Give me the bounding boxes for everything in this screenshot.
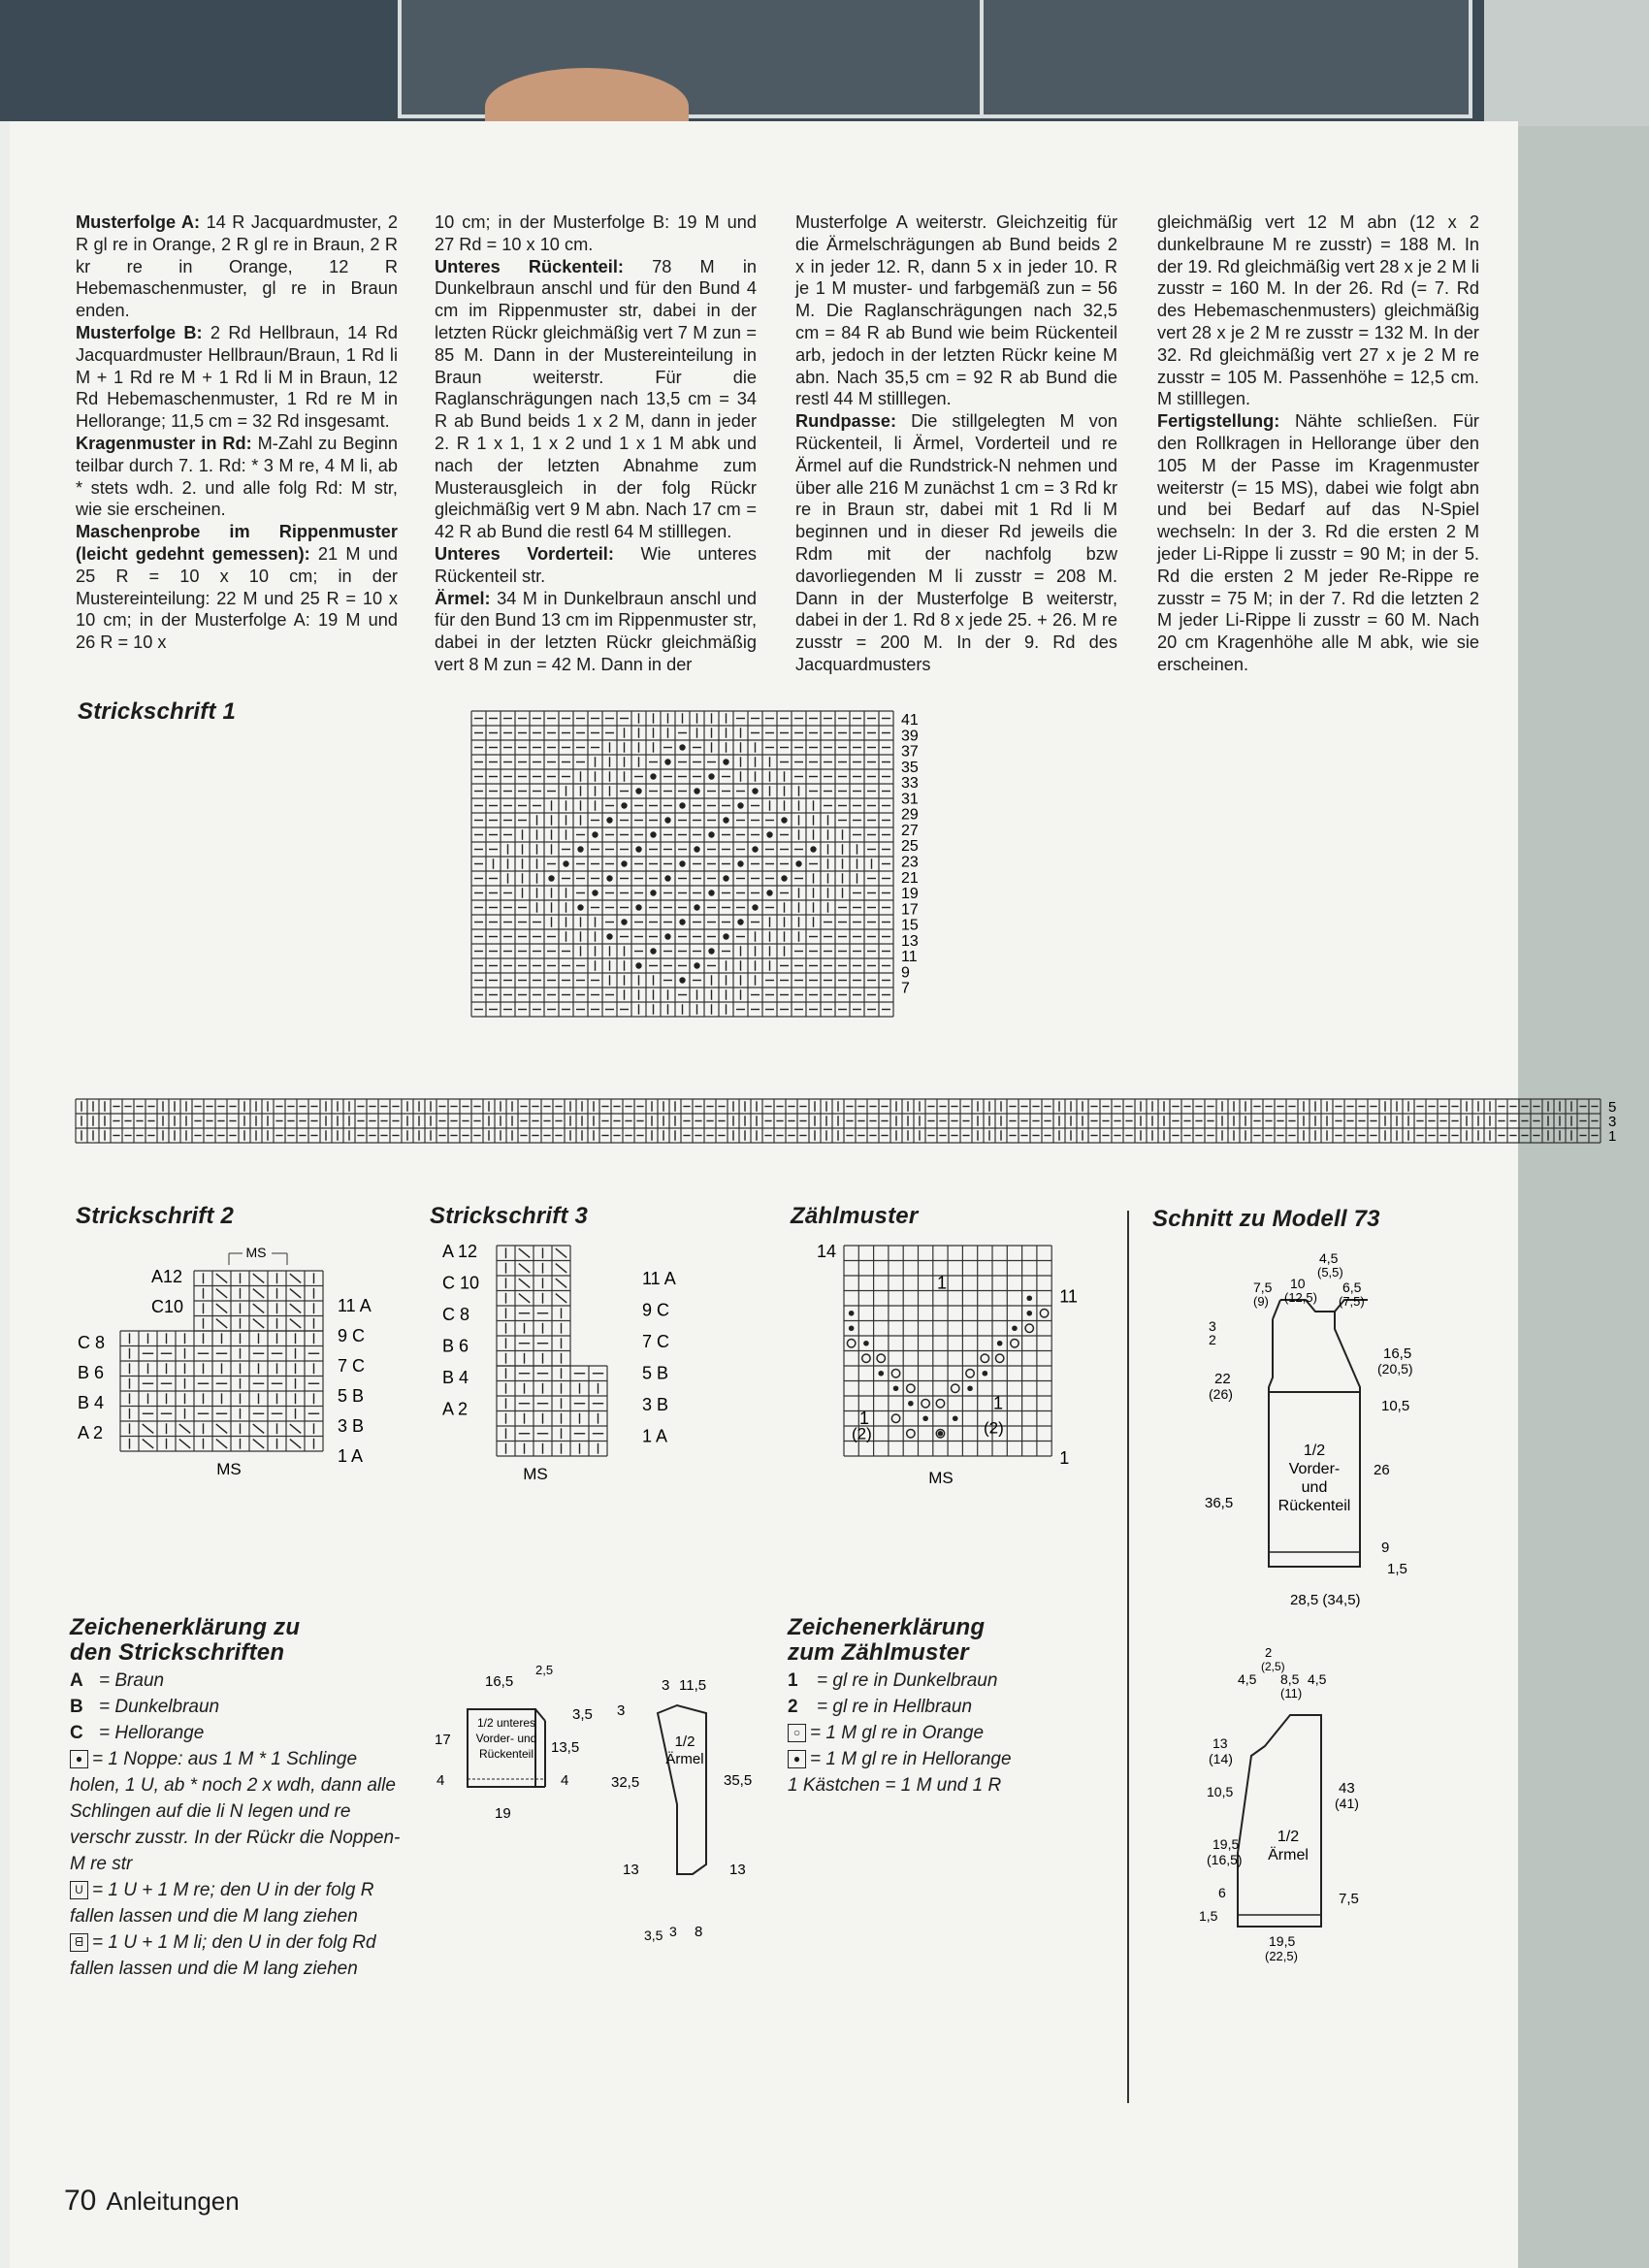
schema-sleeve-main-dim: (22,5) <box>1265 1949 1298 1963</box>
s3-row-label: 3 B <box>642 1395 669 1414</box>
zm-color-label: (2) <box>852 1424 872 1443</box>
schema-sleeve-main-dim: (41) <box>1335 1796 1359 1811</box>
row-number: 9 <box>901 964 910 982</box>
section-name: Anleitungen <box>106 2187 240 2216</box>
slip-symbol <box>290 1304 301 1312</box>
orange-stitch-symbol <box>995 1354 1003 1362</box>
legend-value: = 1 U + 1 M re; den U in der folg R fallen lassen und die M lang ziehen <box>70 1880 374 1927</box>
zm-row-label: 1 <box>1059 1448 1070 1468</box>
legend-value: = 1 Noppe: aus 1 M * 1 Schlinge holen, 1 U, ab * noch 2 x wdh, dann alle Schlingen auf die li N legen und re verschr zusstr. In der Rückr die Noppen-M re str <box>70 1749 401 1874</box>
schema-unteres-teil <box>427 1649 621 1843</box>
paragraph-heading: Rundpasse: <box>795 411 897 432</box>
s3-row-label: 5 B <box>642 1363 669 1383</box>
bobble-symbol <box>849 1325 855 1331</box>
schema-sleeve-dim: 3 <box>662 1677 670 1694</box>
s3-row-label: B 4 <box>442 1368 469 1387</box>
schema-sleeve-main-dim: 6 <box>1218 1885 1226 1900</box>
row-number: 11 <box>901 949 918 966</box>
schema-sleeve-dim: 13 <box>729 1862 746 1878</box>
row-number: 7 <box>901 980 910 997</box>
schema-main-dim: (26) <box>1209 1386 1233 1402</box>
legend-1-title-a: Zeichenerklärung zu <box>70 1614 301 1640</box>
legend-row <box>70 1877 409 1929</box>
slip-symbol <box>216 1304 227 1312</box>
schema-sleeve-main-dim: 13 <box>1212 1735 1228 1751</box>
schema-aermel <box>1145 1639 1474 1969</box>
paragraph-text: Wie unteres Rückenteil str. <box>435 543 757 586</box>
schema-main-dim: 1,5 <box>1387 1561 1407 1577</box>
bobble-symbol <box>922 1415 928 1421</box>
slip-symbol <box>253 1304 264 1312</box>
row-number: 13 <box>901 932 919 950</box>
paragraph-heading: Fertigstellung: <box>1157 411 1280 432</box>
legend-row <box>70 1668 409 1694</box>
paragraph-heading: Ärmel: <box>435 588 491 608</box>
legend-row <box>788 1694 1117 1720</box>
bobble-symbol <box>997 1341 1003 1346</box>
slip-symbol <box>143 1440 153 1448</box>
s3-row-label: B 6 <box>442 1336 469 1356</box>
legend-value: = 1 M gl re in Hellorange <box>810 1749 1012 1769</box>
paragraph-text: Die stillgelegten M von Rückenteil, li Ärmel, Vorderteil und re Ärmel auf die Rundstrick-N nehmen und über alle 216 M zunächst 1 cm = 3 Rd kr re in Braun str, dabei mit 1 Rd li M beginnen und in dieser Rd jeweils die Rdm mit der nachfolg bzw davorliegenden M li zusstr = 208 M. Dann in der Musterfolge B weiterstr, dabei in der 1. Rd 8 x jede 25. + 26. M re zusstr = 200 M. In der 9. Rd des Jacquardmusters <box>795 411 1117 674</box>
slip-symbol <box>216 1440 227 1448</box>
schema-main-dim: 28,5 (34,5) <box>1290 1592 1361 1608</box>
paragraph-text: 34 M in Dunkelbraun anschl und für den Bund 13 cm im Rippenmuster str, dabei in der letzten Rückr gleichmäßig vert 8 M zun = 42 M. Dann in der <box>435 588 757 674</box>
bobble-symbol <box>983 1371 988 1377</box>
schema-sleeve-dim: 32,5 <box>611 1774 640 1791</box>
bobble-symbol <box>893 1385 899 1391</box>
s2-row-label: 11 A <box>338 1296 372 1315</box>
s3-row-label: C 10 <box>442 1273 480 1293</box>
legend-key: B <box>70 1697 83 1717</box>
zm-color-label: 1 <box>993 1393 1004 1413</box>
schema-sleeve-main-dim: 1,5 <box>1199 1908 1218 1924</box>
band-row-number: 1 <box>1608 1128 1617 1145</box>
schema-sleeve-main-dim: (14) <box>1209 1751 1233 1766</box>
s2-row-label: 9 C <box>338 1326 366 1345</box>
slip-symbol <box>216 1289 227 1298</box>
schema-main-dim: 4,5 <box>1319 1250 1339 1266</box>
legend-key: 1 <box>788 1670 798 1691</box>
slip-symbol <box>216 1274 227 1282</box>
legend-2-rows <box>788 1668 1117 1772</box>
paragraph-heading: Unteres Rückenteil: <box>435 256 624 276</box>
schema-vorder-rueckenteil <box>1145 1232 1474 1620</box>
paragraph-text: 10 cm; in der Musterfolge B: 19 M und 27 Rd = 10 x 10 cm. <box>435 212 757 254</box>
zaehlmuster-chart <box>766 0 1116 1610</box>
orange-stitch-symbol <box>1025 1324 1033 1332</box>
schema-back-dim: 17 <box>435 1732 451 1748</box>
slip-symbol <box>216 1319 227 1328</box>
schema-main-dim: 26 <box>1374 1462 1390 1478</box>
row-number: 15 <box>901 917 919 934</box>
orange-stitch-symbol <box>966 1370 974 1377</box>
schema-sleeve-outline <box>658 1705 706 1874</box>
schema-main-label-4: Rückenteil <box>1277 1498 1351 1514</box>
title-strickschrift-1: Strickschrift 1 <box>78 698 237 725</box>
paragraph-heading: Kragenmuster in Rd: <box>76 433 252 453</box>
row-number: 23 <box>901 854 919 871</box>
paragraph-heading: Maschenprobe im Rippenmuster (leicht gedehnt gemessen): <box>76 522 398 564</box>
orange-stitch-symbol <box>936 1400 944 1408</box>
schema-main-dim: 22 <box>1214 1371 1231 1387</box>
schema-aermel-klein <box>601 1649 766 1960</box>
legend-value: = Dunkelbraun <box>99 1697 220 1717</box>
slip-symbol <box>179 1424 190 1433</box>
schema-main-dim: 7,5 <box>1253 1280 1273 1295</box>
schema-back-dim: 2,5 <box>535 1663 554 1677</box>
slip-symbol <box>556 1248 566 1257</box>
schema-sleeve-label-2: Ärmel <box>665 1751 704 1767</box>
slip-symbol <box>519 1279 530 1287</box>
legend-symbol-icon: ○ <box>788 1724 806 1742</box>
s3-row-label: 11 A <box>642 1269 676 1288</box>
schema-main-label-1: 1/2 <box>1303 1442 1326 1459</box>
row-number: 25 <box>901 838 919 856</box>
orange-stitch-symbol <box>877 1354 885 1362</box>
bobble-symbol <box>752 846 758 852</box>
s3-bottom-label: MS <box>523 1465 548 1483</box>
legend-row <box>788 1746 1117 1772</box>
schema-main-dim: (5,5) <box>1317 1265 1343 1280</box>
band-row-number: 5 <box>1608 1099 1617 1116</box>
row-number: 19 <box>901 886 919 903</box>
row-number: 17 <box>901 901 919 919</box>
schema-sleeve-label-1: 1/2 <box>674 1733 695 1750</box>
s3-row-label: A 2 <box>442 1399 469 1419</box>
schema-sleeve-main-dim: 19,5 <box>1269 1933 1296 1949</box>
paragraph-text: Nähte schließen. Für den Rollkragen in Hellorange über den 105 M der Passe im Kragenmuster weiterstr (= 15 MS), dabei wie folgt abn und bei Bedarf auf das N-Spiel wechseln: In der 3. Rd die ersten 2 M jeder Li-Rippe li zusstr = 90 M; in der 5. Rd die ersten 2 M jeder Re-Rippe re zusstr = 75 M; in der 7. Rd die letzten 2 M jeder Li-Rippe li zusstr = 60 M. Nach 20 cm Kragenhöhe alle M abk, wie sie erscheinen. <box>1157 411 1479 674</box>
schema-sleeve-dim: 13 <box>623 1862 639 1878</box>
slip-symbol <box>253 1440 264 1448</box>
orange-stitch-symbol <box>1040 1310 1048 1317</box>
schema-sleeve-dim: 11,5 <box>679 1677 707 1694</box>
legend-row <box>70 1694 409 1720</box>
schema-main-dim: (12,5) <box>1284 1290 1317 1305</box>
title-strickschrift-2: Strickschrift 2 <box>76 1203 235 1229</box>
slip-symbol <box>253 1274 264 1282</box>
schema-sleeve-dim: 3 <box>617 1702 626 1719</box>
zm-row-label: 11 <box>1059 1286 1078 1307</box>
schema-back-dim: 3,5 <box>572 1706 593 1723</box>
slip-symbol <box>290 1274 301 1282</box>
schema-back-dim: 4 <box>561 1772 569 1789</box>
schema-sleeve-main-dim: (2,5) <box>1261 1660 1285 1673</box>
schema-main-dim: (9) <box>1253 1294 1269 1309</box>
schema-back-dim: 19 <box>495 1805 511 1822</box>
s2-row-label: C 8 <box>78 1333 106 1352</box>
schema-sleeve-dim: 3,5 <box>644 1928 663 1943</box>
slip-symbol <box>290 1424 301 1433</box>
s3-row-label: A 12 <box>442 1242 478 1261</box>
slip-symbol <box>519 1248 530 1257</box>
bobble-symbol <box>849 1311 855 1316</box>
schema-sleeve-main-label-2: Ärmel <box>1268 1847 1309 1863</box>
paragraph-heading: Musterfolge A: <box>76 212 201 232</box>
schema-main-dim: 10 <box>1290 1276 1306 1291</box>
schema-sleeve-main-dim: 19,5 <box>1212 1836 1240 1852</box>
legend-symbol-icon: U <box>70 1881 88 1899</box>
schema-sleeve-main-dim: 43 <box>1339 1780 1355 1797</box>
strickschrift-2-chart <box>0 0 427 1591</box>
bobble-symbol <box>1026 1311 1032 1316</box>
legend-symbol-icon: ● <box>70 1750 88 1768</box>
legend-value: = Braun <box>99 1670 165 1691</box>
legend-strickschriften <box>70 1615 409 1982</box>
slip-symbol <box>253 1289 264 1298</box>
schema-main-dim: 36,5 <box>1205 1495 1234 1511</box>
schema-sleeve-main-dim: 8,5 <box>1280 1671 1300 1687</box>
paragraph-text: 78 M in Dunkelbraun anschl und für den Bund 4 cm im Rippenmuster str, dabei in der letzten Rückr gleichmäßig vert 7 M zun = 85 M. Dann in der Mustereinteilung in Braun weiterstr. Für die Raglanschrägungen nach 13,5 cm = 34 R ab Bund beids 1 x 2 M, dann in jeder 2. R 1 x 1, 1 x 2 und 1 x 1 M abk und nach der letzten Abnahme zum Musterausgleich in der folg Rückr gleichmäßig vert 9 M abn. Nach 17 cm = 42 R ab Bund die restl 64 M stilllegen. <box>435 256 757 542</box>
orange-stitch-symbol <box>907 1384 915 1392</box>
s3-row-label: C 8 <box>442 1305 470 1324</box>
slip-symbol <box>216 1424 227 1433</box>
s2-row-label: 5 B <box>338 1386 365 1406</box>
bobble-symbol <box>863 1341 869 1346</box>
orange-stitch-symbol <box>981 1354 988 1362</box>
schema-main-dim: (7,5) <box>1339 1294 1365 1309</box>
s2-row-label: A12 <box>151 1267 183 1286</box>
bobble-symbol <box>967 1385 973 1391</box>
legend-value: = Hellorange <box>99 1723 205 1743</box>
schema-main-dim: (20,5) <box>1377 1361 1413 1377</box>
legend-zaehlmuster <box>788 1615 1117 1798</box>
zm-bottom-label: MS <box>928 1469 954 1487</box>
strickschrift-3-chart <box>427 0 747 1591</box>
bobble-symbol <box>752 904 758 910</box>
paragraph-heading: Musterfolge B: <box>76 322 203 342</box>
legend-key: C <box>70 1723 83 1743</box>
paragraph-text: 21 M und 25 R = 10 x 10 cm; in der Mustereinteilung: 22 M und 25 R = 10 x 10 cm; in der Musterfolge A: 19 M und 26 R = 10 x <box>76 543 398 653</box>
schema-sleeve-main-dim: (11) <box>1280 1686 1303 1701</box>
zm-color-label: 1 <box>859 1409 870 1428</box>
paragraph-text: Musterfolge A weiterstr. Gleichzeitig für die Ärmelschrägungen ab Bund beids 2 x in jeder 12. R, dann 5 x in jeder 10. R je 1 M muster- und farbgemäß zun = 56 M. Die Raglanschrägungen nach 32,5 cm = 84 R ab Bund wie beim Rückenteil arb, jedoch in der letzten Rückr keine M abn. Nach 35,5 cm = 92 R ab Bund die restl 44 M stilllegen. <box>795 212 1117 409</box>
paragraph-heading: Unteres Vorderteil: <box>435 543 614 564</box>
schema-main-dim: 6,5 <box>1342 1280 1362 1295</box>
slip-symbol <box>253 1319 264 1328</box>
schema-sleeve-main-label-1: 1/2 <box>1277 1829 1300 1845</box>
zm-row-label: 14 <box>817 1242 837 1261</box>
title-schnitt: Schnitt zu Modell 73 <box>1152 1206 1380 1232</box>
legend-row <box>788 1720 1117 1746</box>
slip-symbol <box>143 1424 153 1433</box>
legend-value: = 1 U + 1 M li; den U in der folg Rd fallen lassen und die M lang ziehen <box>70 1932 376 1979</box>
slip-symbol <box>253 1424 264 1433</box>
legend-2-note: 1 Kästchen = 1 M und 1 R <box>788 1775 1002 1796</box>
page-footer <box>64 2185 240 2218</box>
slip-symbol <box>556 1279 566 1287</box>
legend-symbol-icon: ● <box>788 1750 806 1768</box>
schema-sleeve-main-dim: 4,5 <box>1238 1671 1257 1687</box>
bobble-symbol <box>752 788 758 794</box>
s3-row-label: 7 C <box>642 1332 670 1351</box>
bobble-symbol <box>878 1371 884 1377</box>
schema-sleeve-dim: 8 <box>695 1924 703 1940</box>
slip-symbol <box>519 1294 530 1303</box>
orange-stitch-symbol <box>862 1354 870 1362</box>
schema-back-label-1: 1/2 unteres <box>476 1716 536 1730</box>
schema-main-dim: 16,5 <box>1383 1345 1412 1362</box>
s2-row-label: 3 B <box>338 1416 365 1436</box>
slip-symbol <box>519 1264 530 1273</box>
bobble-symbol <box>1026 1295 1032 1301</box>
bobble-symbol <box>908 1401 914 1407</box>
s3-row-label: 1 A <box>642 1426 668 1446</box>
orange-stitch-symbol <box>891 1370 899 1377</box>
schema-back-dim: 16,5 <box>485 1673 514 1690</box>
schema-sleeve-dim: 35,5 <box>724 1772 753 1789</box>
schema-sleeve-main-dim: 2 <box>1265 1645 1273 1660</box>
schema-main-label-2: Vorder- <box>1288 1461 1341 1477</box>
schema-back-label-2: Vorder- und <box>475 1732 537 1745</box>
legend-2-title-a: Zeichenerklärung <box>788 1614 986 1640</box>
band-row-number: 3 <box>1608 1114 1617 1130</box>
schema-sleeve-main-outline <box>1238 1715 1321 1927</box>
schema-main-dim: 10,5 <box>1381 1398 1410 1414</box>
paragraph-text: gleichmäßig vert 12 M abn (12 x 2 dunkelbraune M re zusstr) = 188 M. In der 19. Rd gleichmäßig vert 28 x je 2 M li zusstr = 160 M. In der 26. Rd (= 7. Rd des Hebemaschenmusters) gleichmäßig vert 28 x je 2 M re zusstr = 132 M. In der 32. Rd gleichmäßig vert 27 x je 2 M re zusstr = 105 M. Passenhöhe = 12,5 cm. M stilllegen. <box>1157 212 1479 409</box>
row-number: 33 <box>901 775 919 793</box>
legend-symbol-icon: ᗺ <box>70 1933 88 1952</box>
column-divider <box>1127 1211 1129 2103</box>
row-number: 41 <box>901 712 919 729</box>
slip-symbol <box>290 1440 301 1448</box>
schema-back-label-3: Rückenteil <box>478 1747 534 1761</box>
s2-row-label: 1 A <box>338 1446 364 1466</box>
orange-stitch-symbol <box>891 1414 899 1422</box>
legend-1-title-b: den Strickschriften <box>70 1639 285 1666</box>
legend-1-rows <box>70 1668 409 1982</box>
orange-stitch-symbol <box>1011 1340 1018 1347</box>
bobble-symbol <box>953 1415 958 1421</box>
s2-row-label: B 6 <box>78 1363 105 1382</box>
legend-value: = gl re in Dunkelbraun <box>817 1670 998 1691</box>
zm-color-label: (2) <box>984 1418 1004 1438</box>
row-number: 27 <box>901 822 919 839</box>
schema-sleeve-main-dim: 10,5 <box>1207 1784 1234 1799</box>
paragraph-text: 14 R Jacquardmuster, 2 R gl re in Orange, 2 R gl re in Braun, 2 R kr re in Orange, 12 R Hebemaschenmuster, gl re in Braun enden. <box>76 212 398 321</box>
orange-stitch-symbol <box>922 1400 929 1408</box>
legend-row <box>788 1668 1117 1694</box>
page-number: 70 <box>64 2185 97 2217</box>
bobble-symbol <box>1012 1325 1018 1331</box>
row-number: 29 <box>901 806 919 824</box>
schema-main-dim: 2 <box>1209 1332 1216 1347</box>
title-strickschrift-3: Strickschrift 3 <box>430 1203 589 1229</box>
paragraph-text: 2 Rd Hellbraun, 14 Rd Jacquardmuster Hellbraun/Braun, 1 Rd li M + 1 Rd re M + 1 Rd li M in Braun, 12 Rd Hebemaschenmuster, 1 Rd re M in Hellorange; 11,5 cm = 32 Rd insgesamt. <box>76 322 398 432</box>
slip-symbol <box>290 1289 301 1298</box>
row-number: 31 <box>901 791 919 808</box>
slip-symbol <box>179 1440 190 1448</box>
schema-sleeve-main-dim: 4,5 <box>1308 1671 1327 1687</box>
zm-color-label: 1 <box>937 1273 948 1293</box>
s2-row-label: B 4 <box>78 1393 105 1412</box>
s2-row-label: C10 <box>151 1297 184 1316</box>
schema-main-label-3: und <box>1301 1479 1328 1496</box>
bobble-symbol <box>938 1431 944 1437</box>
s2-row-label: A 2 <box>78 1423 104 1442</box>
paragraph-text: M-Zahl zu Beginn teilbar durch 7. 1. Rd: * 3 M re, 4 M li, ab * stets wdh. 2. und alle folg Rd: M str, wie sie erscheinen. <box>76 433 398 520</box>
legend-row <box>70 1720 409 1746</box>
legend-2-title-b: zum Zählmuster <box>788 1639 969 1666</box>
row-number: 35 <box>901 759 919 776</box>
row-number: 37 <box>901 743 919 761</box>
orange-stitch-symbol <box>952 1384 959 1392</box>
legend-key: 2 <box>788 1697 798 1717</box>
legend-value: = gl re in Hellbraun <box>817 1697 973 1717</box>
schema-sleeve-main-dim: (16,5) <box>1207 1852 1243 1867</box>
s2-row-label: 7 C <box>338 1356 366 1376</box>
s2-top-label: MS <box>245 1245 267 1260</box>
s3-row-label: 9 C <box>642 1300 670 1320</box>
slip-symbol <box>556 1264 566 1273</box>
schema-main-outline <box>1269 1300 1368 1567</box>
schema-back-dim: 13,5 <box>551 1739 580 1756</box>
schema-back-dim: 4 <box>436 1772 445 1789</box>
legend-row <box>70 1746 409 1877</box>
legend-row <box>70 1929 409 1982</box>
orange-stitch-symbol <box>907 1430 915 1438</box>
schema-sleeve-dim: 3 <box>669 1924 677 1939</box>
schema-main-dim: 3 <box>1209 1318 1216 1334</box>
legend-value: = 1 M gl re in Orange <box>810 1723 985 1743</box>
orange-stitch-symbol <box>847 1340 855 1347</box>
schema-main-dim: 9 <box>1381 1539 1390 1556</box>
schema-sleeve-main-dim: 7,5 <box>1339 1891 1359 1907</box>
row-number: 21 <box>901 869 919 887</box>
s2-bottom-label: MS <box>216 1460 242 1478</box>
row-number: 39 <box>901 728 919 745</box>
slip-symbol <box>290 1319 301 1328</box>
title-zaehlmuster: Zählmuster <box>791 1203 919 1229</box>
slip-symbol <box>556 1294 566 1303</box>
legend-key: A <box>70 1670 83 1691</box>
